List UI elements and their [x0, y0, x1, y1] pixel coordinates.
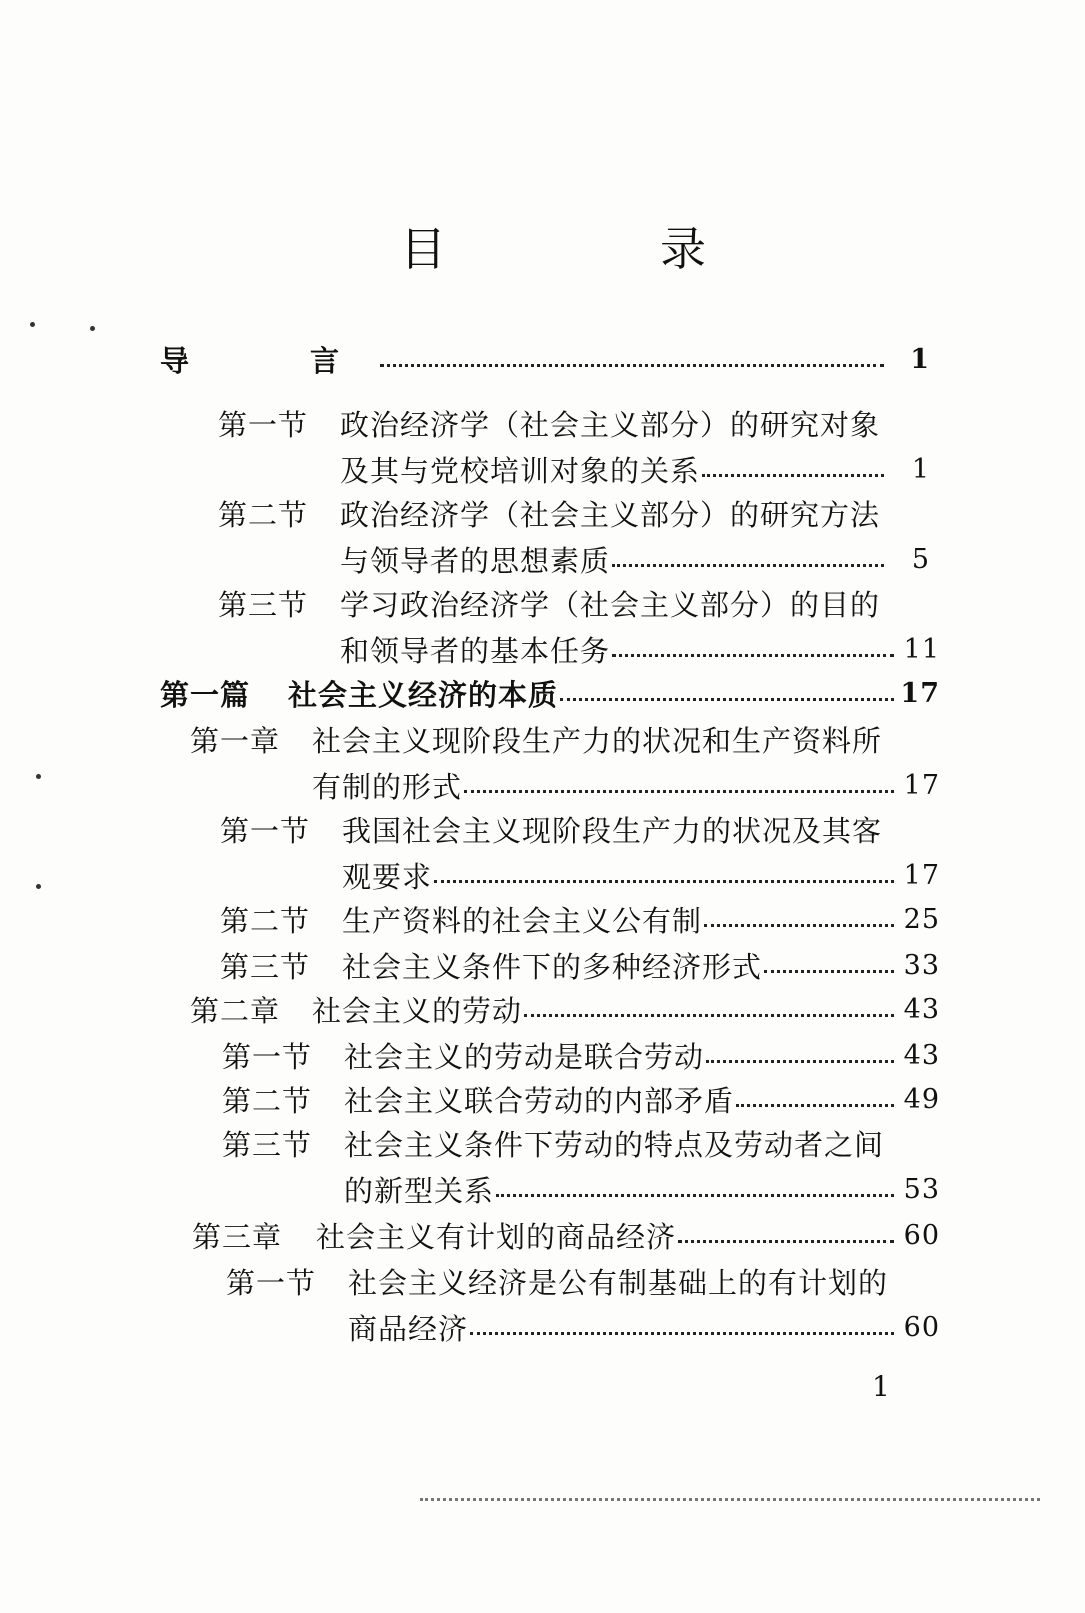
dot-leader [678, 1240, 894, 1243]
toc-entry-title-cont: 和领导者的基本任务 [340, 633, 611, 668]
toc-label-char: 言 [309, 343, 340, 378]
toc-entry-title: 社会主义条件下劳动的特点及劳动者之间 [344, 1127, 885, 1162]
toc-entry-title: 社会主义现阶段生产力的状况和生产资料所 [312, 723, 883, 758]
scan-speck [36, 884, 41, 889]
toc-entry-title-cont: 的新型关系 [344, 1173, 495, 1208]
toc-entry-ch1-s1-line1 [220, 808, 940, 850]
scan-speck [36, 774, 41, 779]
toc-entry-label: 第一节 [220, 813, 311, 848]
toc-entry-ch1-s1-line2 [342, 854, 940, 896]
toc-entry-label: 第一篇 [160, 677, 251, 712]
toc-page-number: 49 [903, 1083, 940, 1115]
toc-entry-label [160, 339, 340, 380]
dot-leader [524, 1014, 894, 1017]
toc-entry-title: 生产资料的社会主义公有制 [342, 903, 703, 938]
toc-entry-title: 社会主义经济的本质 [288, 677, 559, 712]
toc-entry-ch1-line1 [190, 718, 940, 760]
toc-entry-label: 第二节 [218, 497, 309, 532]
dot-leader [706, 1060, 894, 1063]
dot-leader [496, 1194, 894, 1197]
toc-entry-intro-s2-line2 [340, 538, 930, 580]
toc-entry-title: 政治经济学（社会主义部分）的研究方法 [340, 497, 881, 532]
toc-entry-title: 社会主义经济是公有制基础上的有计划的 [348, 1265, 889, 1300]
scan-edge-line [420, 1498, 1040, 1501]
page-title [400, 214, 720, 284]
toc-entry-ch1-s3 [220, 944, 940, 986]
toc-entry-part1 [160, 672, 940, 714]
toc-entry-label: 第三节 [218, 587, 309, 622]
toc-entry-label: 第一章 [190, 723, 281, 758]
dot-leader [704, 924, 894, 927]
scan-speck [90, 326, 95, 331]
toc-page-number: 17 [903, 769, 940, 801]
toc-page-number: 5 [911, 543, 930, 575]
toc-entry-label: 第二章 [190, 993, 281, 1028]
toc-entry-ch1-s2 [220, 898, 940, 940]
toc-page-number: 17 [903, 859, 940, 891]
toc-entry-title-cont: 与领导者的思想素质 [340, 543, 611, 578]
toc-entry-title-cont: 有制的形式 [312, 769, 463, 804]
toc-entry-ch2-s3-line2 [344, 1168, 940, 1210]
toc-entry-title: 社会主义的劳动是联合劳动 [344, 1039, 705, 1074]
toc-entry-intro-s1-line2 [340, 448, 930, 490]
toc-entry-label: 第二节 [222, 1083, 313, 1118]
toc-entry-ch2 [190, 988, 940, 1030]
toc-page-number: 43 [903, 993, 940, 1025]
toc-entry-ch3 [192, 1214, 940, 1256]
toc-page-number: 33 [903, 949, 940, 981]
toc-label-char: 导 [160, 343, 191, 378]
toc-page-number: 25 [903, 903, 940, 935]
toc-page-number: 43 [903, 1039, 940, 1071]
toc-entry-ch2-s2 [222, 1078, 940, 1120]
dot-leader [612, 564, 884, 567]
toc-page-number: 60 [903, 1311, 940, 1343]
toc-entry-title: 社会主义有计划的商品经济 [316, 1219, 677, 1254]
toc-entry-title: 学习政治经济学（社会主义部分）的目的 [340, 587, 881, 622]
dot-leader [764, 970, 894, 973]
dot-leader [434, 880, 894, 883]
toc-entry-ch1-line2 [312, 764, 940, 806]
dot-leader [560, 698, 894, 701]
toc-entry-intro-s3-line2 [340, 628, 940, 670]
toc-page-number: 1 [911, 453, 930, 485]
toc-entry-intro-s3-line1 [218, 582, 930, 624]
toc-entry-title-cont: 商品经济 [348, 1311, 469, 1346]
toc-entry-title-cont: 及其与党校培训对象的关系 [340, 453, 701, 488]
toc-entry-label: 第三节 [222, 1127, 313, 1162]
toc-entry-intro-s1-line1 [218, 402, 930, 444]
toc-entry-title: 社会主义条件下的多种经济形式 [342, 949, 763, 984]
toc-entry-title: 社会主义联合劳动的内部矛盾 [344, 1083, 735, 1118]
toc-entry-label: 第三章 [192, 1219, 283, 1254]
toc-entry-ch2-s1 [222, 1034, 940, 1076]
toc-entry-title: 政治经济学（社会主义部分）的研究对象 [340, 407, 881, 442]
toc-entry-ch3-s1-line2 [348, 1306, 940, 1348]
toc-page-number: 1 [910, 343, 930, 375]
toc-page-number: 11 [903, 633, 940, 665]
toc-entry-title-cont: 观要求 [342, 859, 433, 894]
toc-entry-intro-s2-line1 [218, 492, 930, 534]
dot-leader [612, 654, 894, 657]
toc-entry-title: 我国社会主义现阶段生产力的状况及其客 [342, 813, 883, 848]
toc-entry-ch2-s3-line1 [222, 1122, 940, 1164]
dot-leader [464, 790, 894, 793]
toc-page-number: 60 [903, 1219, 940, 1251]
scan-speck [30, 322, 35, 327]
page-number: 1 [872, 1370, 890, 1403]
toc-entry-label: 第三节 [220, 949, 311, 984]
toc-page-number: 17 [900, 677, 940, 709]
toc-entry-label: 第二节 [220, 903, 311, 938]
toc-entry-label: 第一节 [226, 1265, 317, 1300]
toc-page-number: 53 [903, 1173, 940, 1205]
title-char-1: 目 [400, 222, 446, 276]
toc-entry-title: 社会主义的劳动 [312, 993, 523, 1028]
toc-entry-ch3-s1-line1 [226, 1260, 940, 1302]
dot-leader [470, 1332, 894, 1335]
dot-leader [380, 364, 884, 367]
toc-entry-label: 第一节 [222, 1039, 313, 1074]
toc-entry-intro [160, 338, 930, 380]
toc-entry-label: 第一节 [218, 407, 309, 442]
dot-leader [736, 1104, 894, 1107]
title-char-2: 录 [660, 222, 706, 276]
dot-leader [702, 474, 884, 477]
